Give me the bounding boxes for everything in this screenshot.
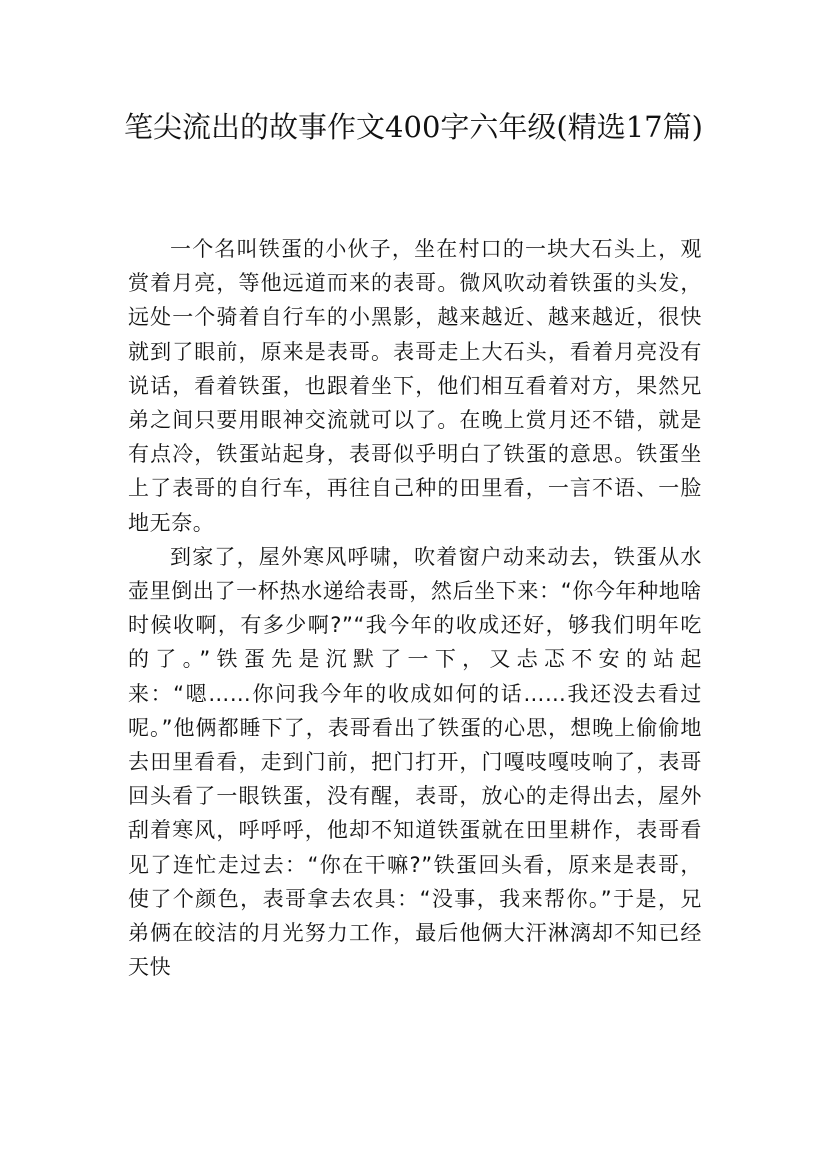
paragraph: 到家了，屋外寒风呼啸，吹着窗户动来动去，铁蛋从水壶里倒出了一杯热水递给表哥，然后坐下来：“你今年种地啥时候收啊，有多少啊?”“我今年的收成还好，够我们明年吃的了。”铁蛋先是沉默了一下，又忐忑不安的站起来：“嗯……你问我今年的收成如何的话……我还没去看过呢。”他俩都睡下了，表哥看出了铁蛋的心思，想晚上偷偷地去田里看看，走到门前，把门打开，门嘎吱嘎吱响了，表哥回头看了一眼铁蛋，没有醒，表哥，放心的走得出去，屋外刮着寒风，呼呼呼，他却不知道铁蛋就在田里耕作，表哥看见了连忙走过去：“你在干嘛?”铁蛋回头看，原来是表哥，使了个颜色，表哥拿去农具：“没事，我来帮你。”于是，兄弟俩在皎洁的月光努力工作，最后他俩大汗淋漓却不知已经天快 — [128, 544, 702, 980]
document-title: 笔尖流出的故事作文400字六年级(精选17篇) — [124, 110, 703, 144]
document-body — [128, 232, 702, 984]
paragraph: 一个名叫铁蛋的小伙子，坐在村口的一块大石头上，观赏着月亮，等他远道而来的表哥。微风吹动着铁蛋的头发，远处一个骑着自行车的小黑影，越来越近、越来越近，很快就到了眼前，原来是表哥。表哥走上大石头，看着月亮没有说话，看着铁蛋，也跟着坐下，他们相互看着对方，果然兄弟之间只要用眼神交流就可以了。在晚上赏月还不错，就是有点冷，铁蛋站起身，表哥似乎明白了铁蛋的意思。铁蛋坐上了表哥的自行车，再往自己种的田里看，一言不语、一脸地无奈。 — [128, 237, 702, 535]
